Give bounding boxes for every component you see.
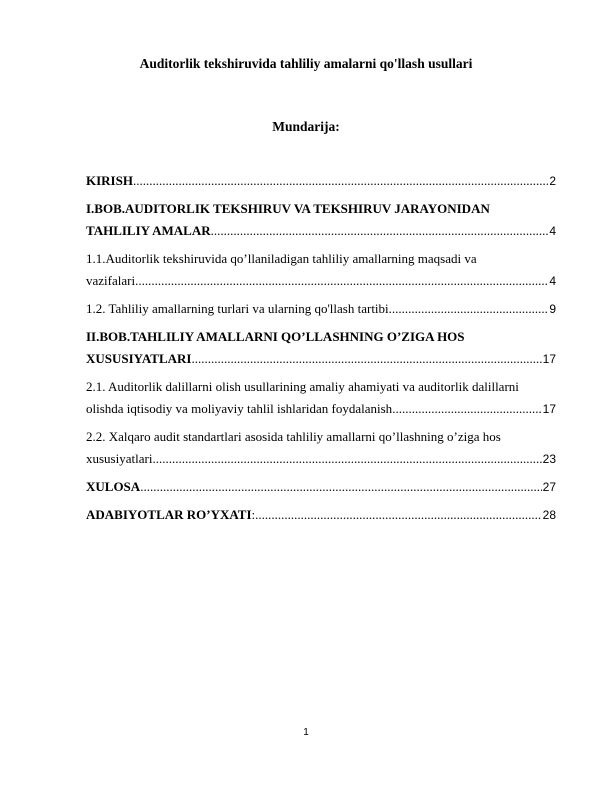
toc-entry[interactable] — [86, 326, 556, 370]
toc-page-number: 4 — [549, 274, 556, 288]
toc-entry-title: vazifalari — [86, 273, 136, 288]
toc-entry[interactable] — [86, 170, 556, 192]
toc-entry-suffix: : — [251, 507, 256, 522]
toc-entry[interactable] — [86, 298, 556, 320]
toc-entry[interactable] — [86, 426, 556, 470]
toc-entry-row — [86, 448, 556, 470]
document-title: Auditorlik tekshiruvida tahliliy amalarni qo'llash usullari — [139, 56, 473, 71]
table-of-contents — [86, 170, 556, 532]
toc-page-number: 28 — [542, 508, 556, 522]
toc-entry[interactable] — [86, 198, 556, 242]
page-number: 1 — [303, 727, 309, 738]
dot-leader — [152, 448, 541, 470]
toc-page-number: 17 — [542, 352, 556, 366]
toc-page-number: 23 — [542, 452, 556, 466]
toc-page-number: 27 — [542, 480, 556, 494]
toc-entry-title: KIRISH — [86, 173, 133, 188]
dot-leader — [392, 398, 541, 420]
dot-leader — [140, 476, 541, 498]
toc-entry-title: olishda iqtisodiy va moliyaviy tahlil ishlaridan foydalanish — [86, 401, 393, 416]
toc-page-number: 17 — [542, 402, 556, 416]
dot-leader — [211, 220, 549, 242]
dot-leader — [191, 348, 541, 370]
toc-entry[interactable] — [86, 376, 556, 420]
toc-page-number: 2 — [549, 174, 556, 188]
toc-entry-title: ADABIYOTLAR RO’YXATI — [86, 507, 252, 522]
toc-entry-row — [86, 476, 556, 498]
toc-entry-title: 1.2. Tahliliy amallarning turlari va ularning qo'llash tartibi — [86, 301, 389, 316]
toc-entry-row — [86, 270, 556, 292]
toc-entry[interactable] — [86, 504, 556, 526]
toc-heading: Mundarija: — [272, 119, 340, 134]
dot-leader — [389, 298, 549, 320]
dot-leader — [133, 170, 548, 192]
toc-entry-row — [86, 220, 556, 242]
toc-entry-row — [86, 348, 556, 370]
toc-entry-title-line: 1.1.Auditorlik tekshiruvida qo’llaniladigan tahliliy amallarning maqsadi va — [86, 251, 477, 266]
toc-entry-title: XUSUSIYATLARI — [86, 351, 192, 366]
toc-entry-title: xususiyatlari — [86, 451, 153, 466]
toc-entry-title-line: 2.2. Xalqaro audit standartlari asosida tahliliy amallarni qo’llashning o’ziga hos — [86, 429, 501, 444]
toc-entry[interactable] — [86, 248, 556, 292]
toc-entry-row — [86, 504, 556, 526]
toc-page-number: 9 — [549, 302, 556, 316]
toc-entry-title-line: I.BOB.AUDITORLIK TEKSHIRUV VA TEKSHIRUV JARAYONIDAN — [86, 201, 490, 216]
dot-leader — [135, 270, 548, 292]
toc-entry-title-line: II.BOB.TAHLILIY AMALLARNI QO’LLASHNING O’ZIGA HOS — [86, 329, 465, 344]
toc-entry-row — [86, 170, 556, 192]
toc-page-number: 4 — [549, 224, 556, 238]
dot-leader — [255, 504, 541, 526]
toc-entry-title: XULOSA — [86, 479, 141, 494]
toc-entry-row — [86, 298, 556, 320]
toc-entry[interactable] — [86, 476, 556, 498]
toc-entry-title: TAHLILIY AMALAR — [86, 223, 211, 238]
toc-entry-row — [86, 398, 556, 420]
toc-entry-title-line: 2.1. Auditorlik dalillarni olish usullarining amaliy ahamiyati va auditorlik dalillarni — [86, 379, 519, 394]
